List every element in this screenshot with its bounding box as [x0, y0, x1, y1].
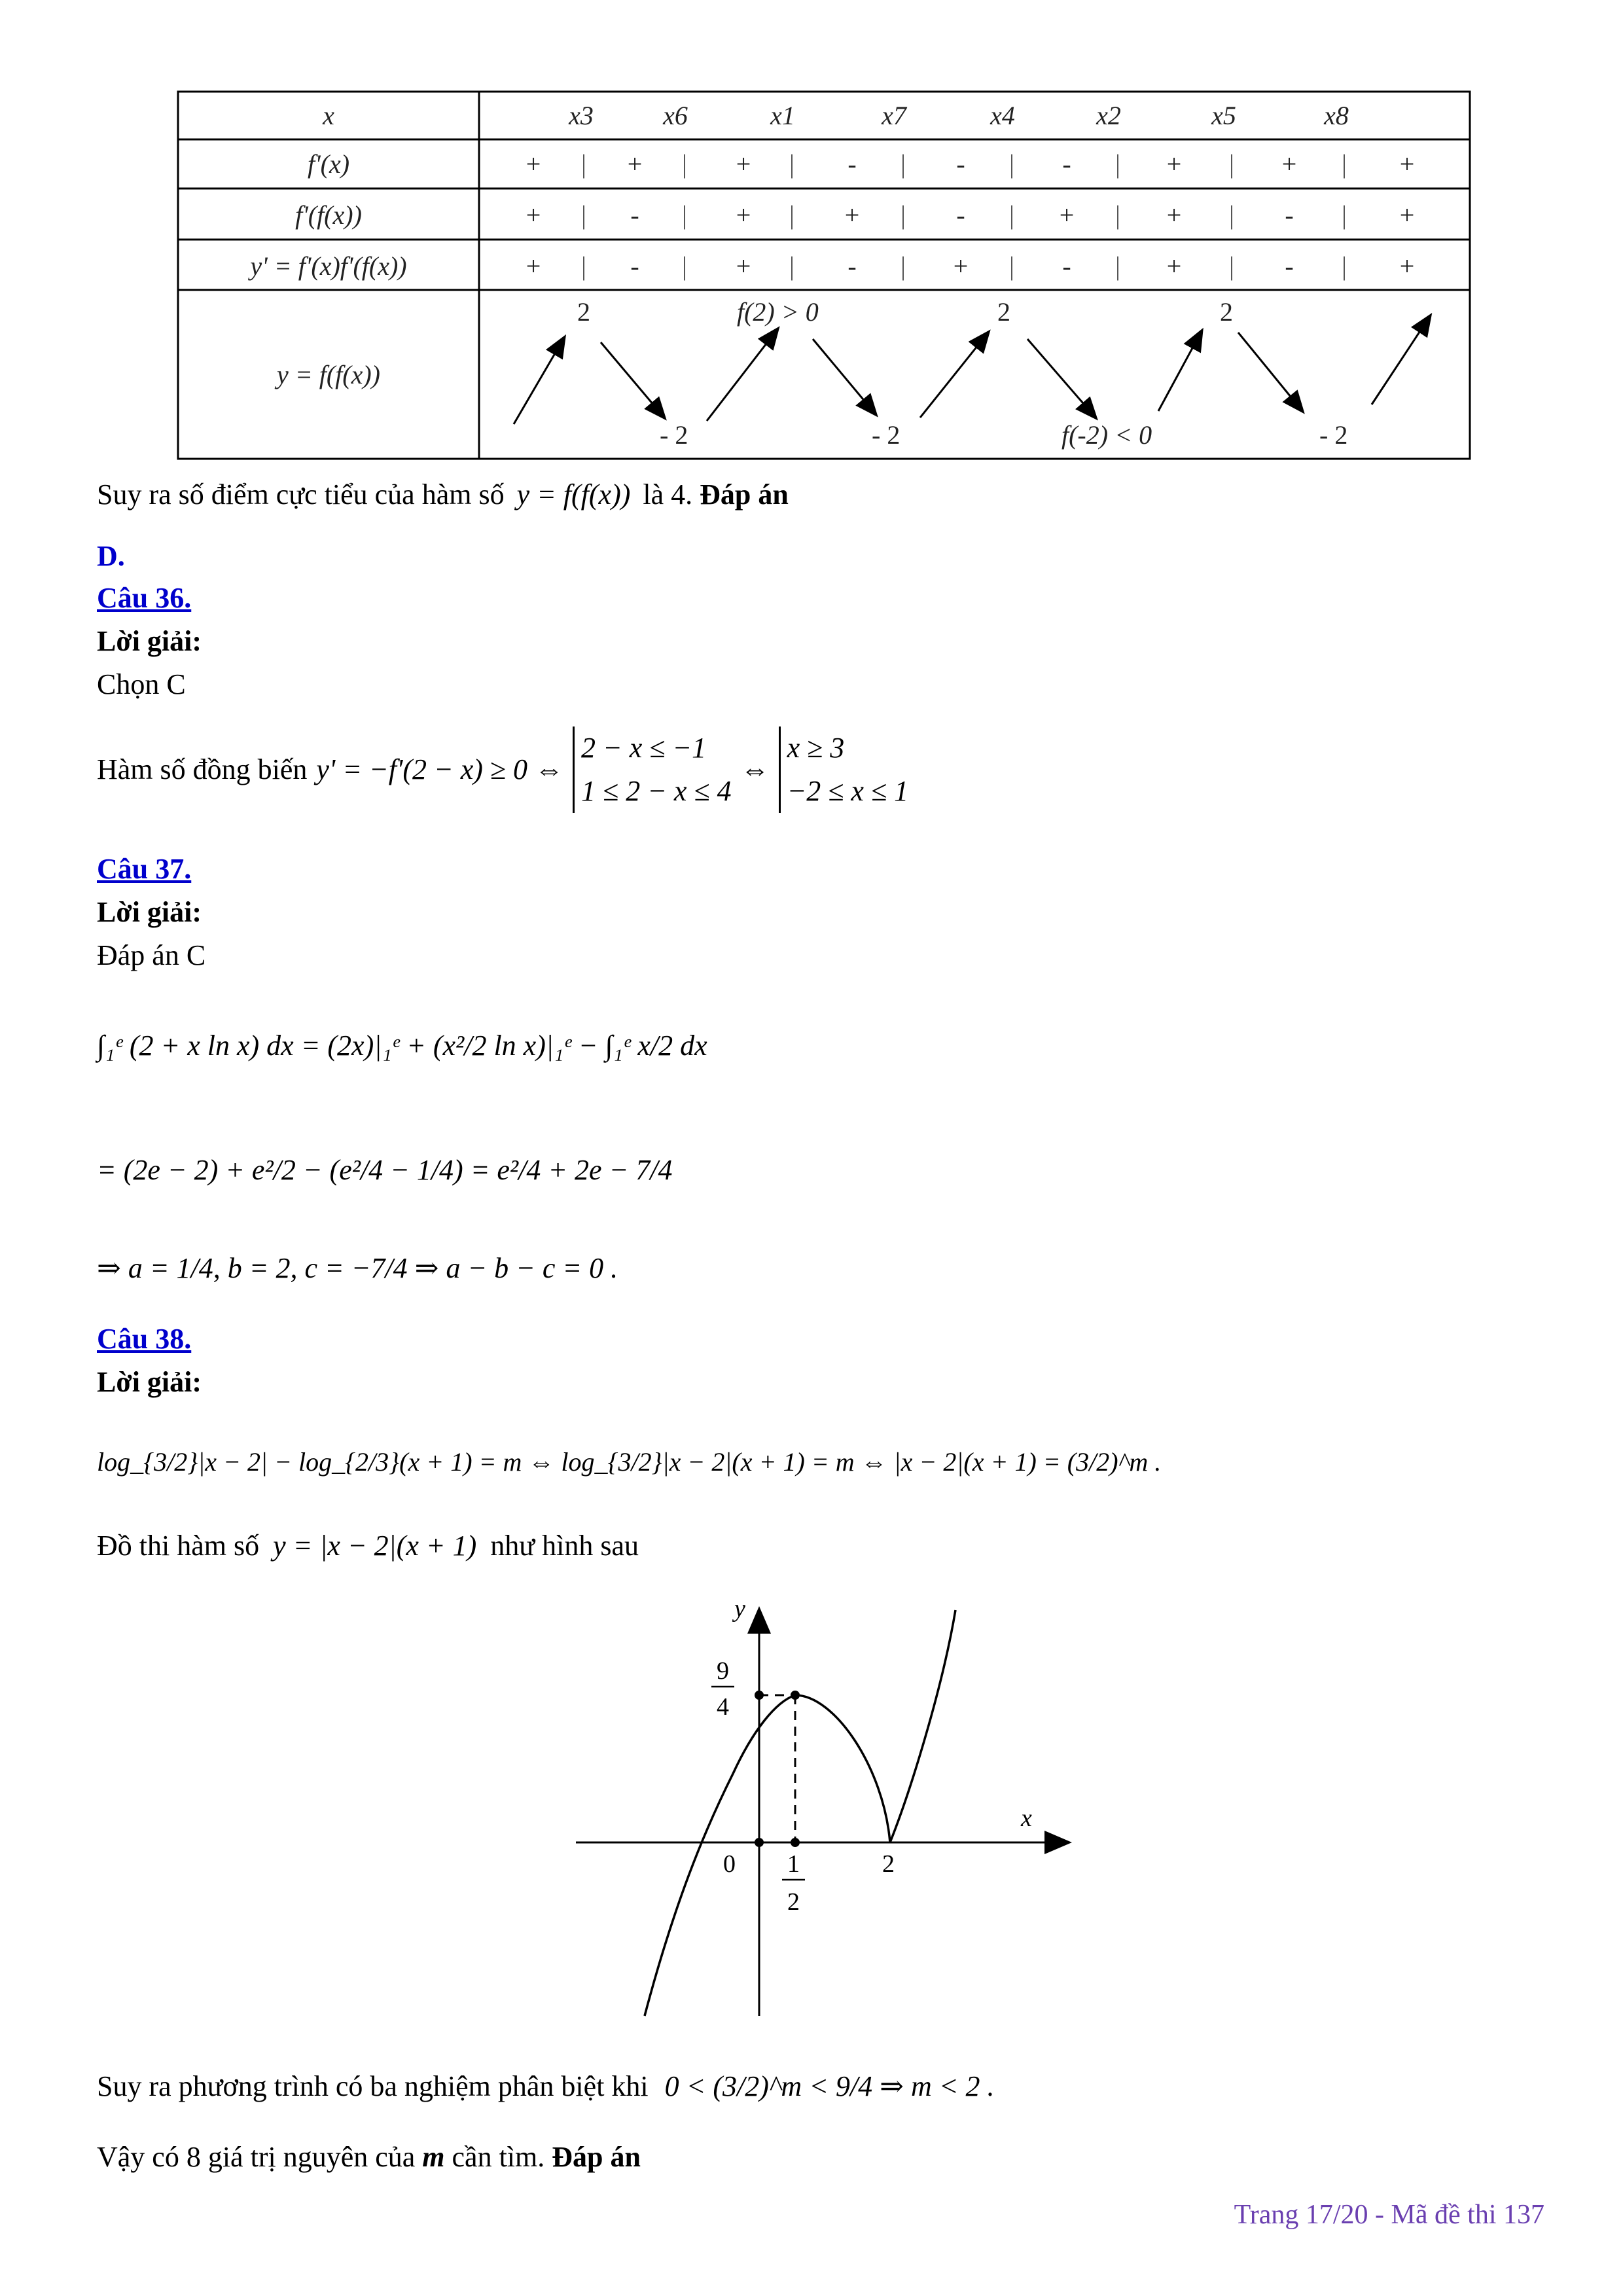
sign-separator: |: [1008, 200, 1015, 230]
solution-label: Lời giải:: [97, 625, 202, 657]
choice: Chọn C: [97, 668, 186, 700]
q38-final: Vậy có 8 giá trị nguyên của m cần tìm. Đáp án: [97, 2141, 641, 2173]
formula: y = f(f(x)): [516, 478, 631, 511]
answer-label: Đáp án: [700, 478, 789, 511]
peak-den: 4: [717, 1693, 729, 1721]
sign-separator: |: [1115, 200, 1121, 230]
x-point: x5: [1211, 101, 1236, 130]
ffprime-sign: +: [526, 200, 541, 230]
x-point: x6: [663, 101, 688, 130]
q38-equation: log_{3/2}|x − 2| − log_{2/3}(x + 1) = m ⇔ log_{3/2}|x − 2|(x + 1) = m ⇔ |x − 2|(x + 1) = (3/2)^m .: [97, 1447, 1162, 1477]
fprime-sign: +: [526, 149, 541, 179]
sign-separator: |: [1008, 149, 1015, 179]
yprime-sign: -: [1285, 251, 1294, 281]
yprime-sign: -: [1062, 251, 1071, 281]
label-yprime: y' = f'(x)f'(f(x)): [250, 251, 407, 281]
ffprime-sign: -: [1285, 200, 1294, 230]
fprime-sign: +: [627, 149, 643, 179]
x-point: x7: [882, 101, 906, 130]
sign-separator: |: [681, 251, 688, 281]
var-label: f(-2) < 0: [1061, 420, 1152, 450]
yprime-sign: +: [1166, 251, 1182, 281]
arrow-up: [707, 329, 777, 421]
x-point: x8: [1324, 101, 1349, 130]
arrow-down: [1238, 332, 1302, 411]
sign-separator: |: [1115, 149, 1121, 179]
sign-separator: |: [580, 251, 587, 281]
answer-35: D.: [97, 540, 125, 572]
arrow-down: [813, 339, 876, 414]
tick-two: 2: [882, 1850, 895, 1878]
q37-line1: ∫₁ᵉ (2 + x ln x) dx = (2x)|₁ᵉ + (x²/2 ln x)|₁ᵉ − ∫₁ᵉ x/2 dx: [97, 1030, 707, 1062]
sign-separator: |: [1115, 251, 1121, 281]
tick-half-den: 2: [787, 1888, 800, 1916]
yprime-sign: -: [847, 251, 857, 281]
ffprime-sign: +: [1059, 200, 1075, 230]
x-point: x2: [1096, 101, 1121, 130]
fprime-sign: +: [1166, 149, 1182, 179]
question-38-title[interactable]: Câu 38.: [97, 1323, 192, 1355]
ffprime-sign: +: [1399, 200, 1415, 230]
sign-separator: |: [1341, 200, 1347, 230]
function-graph: [569, 1597, 1080, 2022]
ffprime-sign: +: [1166, 200, 1182, 230]
q37-line2: = (2e − 2) + e²/2 − (e²/4 − 1/4) = e²/4 + 2e − 7/4: [97, 1154, 673, 1186]
page-footer: Trang 17/20 - Mã đề thi 137: [1234, 2200, 1544, 2230]
x-point: x1: [770, 101, 795, 130]
fprime-sign: -: [1062, 149, 1071, 179]
sign-separator: |: [1228, 200, 1235, 230]
peak-num: 9: [717, 1657, 729, 1685]
x-point: x3: [569, 101, 594, 130]
fprime-sign: -: [956, 149, 965, 179]
question-36-title[interactable]: Câu 36.: [97, 582, 192, 614]
yprime-sign: -: [630, 251, 639, 281]
label-y: y = f(f(x)): [276, 360, 381, 389]
sign-separator: |: [1341, 149, 1347, 179]
sign-separator: |: [681, 149, 688, 179]
arrow-down: [1027, 339, 1096, 418]
sign-separator: |: [1228, 149, 1235, 179]
ffprime-sign: -: [956, 200, 965, 230]
tick-half-num: 1: [787, 1850, 800, 1878]
origin-label: 0: [723, 1850, 736, 1878]
sign-separator: |: [1341, 251, 1347, 281]
label-ffprime: f'(f(x)): [295, 200, 362, 230]
yprime-sign: +: [736, 251, 751, 281]
arrow-up: [920, 332, 988, 418]
fprime-sign: +: [1399, 149, 1415, 179]
arrow-up: [514, 338, 564, 424]
label-fprime: f'(x): [307, 149, 350, 179]
choice: Đáp án C: [97, 939, 206, 971]
fprime-sign: +: [736, 149, 751, 179]
ffprime-sign: +: [844, 200, 860, 230]
var-label: 2: [997, 297, 1010, 327]
ffprime-sign: +: [736, 200, 751, 230]
sign-separator: |: [789, 149, 795, 179]
x-label: x: [1021, 1804, 1032, 1832]
var-label: f(2) > 0: [737, 297, 819, 327]
variation-table: [177, 90, 1471, 460]
var-label: 2: [1220, 297, 1233, 327]
yprime-sign: +: [1399, 251, 1415, 281]
sign-separator: |: [681, 200, 688, 230]
q36-derivation: Hàm số đồng biến y' = −f'(2 − x) ≥ 0 ⇔ 2 − x ≤ −1 1 ≤ 2 − x ≤ 4 ⇔ x ≥ 3 −2 ≤ x ≤ 1: [97, 726, 908, 813]
fprime-sign: -: [847, 149, 857, 179]
point-y: [755, 1691, 764, 1700]
solution-label: Lời giải:: [97, 896, 202, 928]
sign-separator: |: [900, 149, 906, 179]
arrow-up: [1158, 331, 1202, 411]
sign-separator: |: [580, 149, 587, 179]
arrow-up: [1372, 316, 1430, 404]
q37-line3: ⇒ a = 1/4, b = 2, c = −7/4 ⇒ a − b − c = 0 .: [97, 1252, 618, 1284]
y-label: y: [734, 1597, 745, 1623]
yprime-sign: +: [526, 251, 541, 281]
label-x: x: [323, 101, 334, 130]
fprime-sign: +: [1281, 149, 1297, 179]
var-label: - 2: [872, 420, 901, 450]
ffprime-sign: -: [630, 200, 639, 230]
var-label: - 2: [1319, 420, 1348, 450]
sign-separator: |: [580, 200, 587, 230]
sign-separator: |: [900, 251, 906, 281]
conclusion-35: Suy ra số điểm cực tiểu của hàm số y = f(f(x)) là 4. Đáp án: [97, 478, 789, 511]
arrow-down: [601, 342, 664, 418]
var-label: - 2: [660, 420, 688, 450]
sign-separator: |: [900, 200, 906, 230]
q38-graph-caption: Đồ thi hàm số y = |x − 2|(x + 1) như hình sau: [97, 1530, 639, 1562]
sign-separator: |: [1228, 251, 1235, 281]
case-bracket: x ≥ 3 −2 ≤ x ≤ 1: [779, 726, 909, 813]
solution-label: Lời giải:: [97, 1366, 202, 1398]
point-peak: [791, 1691, 800, 1700]
point-half: [791, 1838, 800, 1847]
yprime-sign: +: [953, 251, 969, 281]
sign-separator: |: [789, 251, 795, 281]
var-label: 2: [577, 297, 590, 327]
question-37-title[interactable]: Câu 37.: [97, 853, 192, 885]
sign-separator: |: [789, 200, 795, 230]
point-origin: [755, 1838, 764, 1847]
sign-separator: |: [1008, 251, 1015, 281]
curve: [645, 1610, 955, 2016]
q38-conclusion: Suy ra phương trình có ba nghiệm phân biệt khi 0 < (3/2)^m < 9/4 ⇒ m < 2 .: [97, 2070, 995, 2102]
case-bracket: 2 − x ≤ −1 1 ≤ 2 − x ≤ 4: [573, 726, 732, 813]
x-point: x4: [990, 101, 1015, 130]
